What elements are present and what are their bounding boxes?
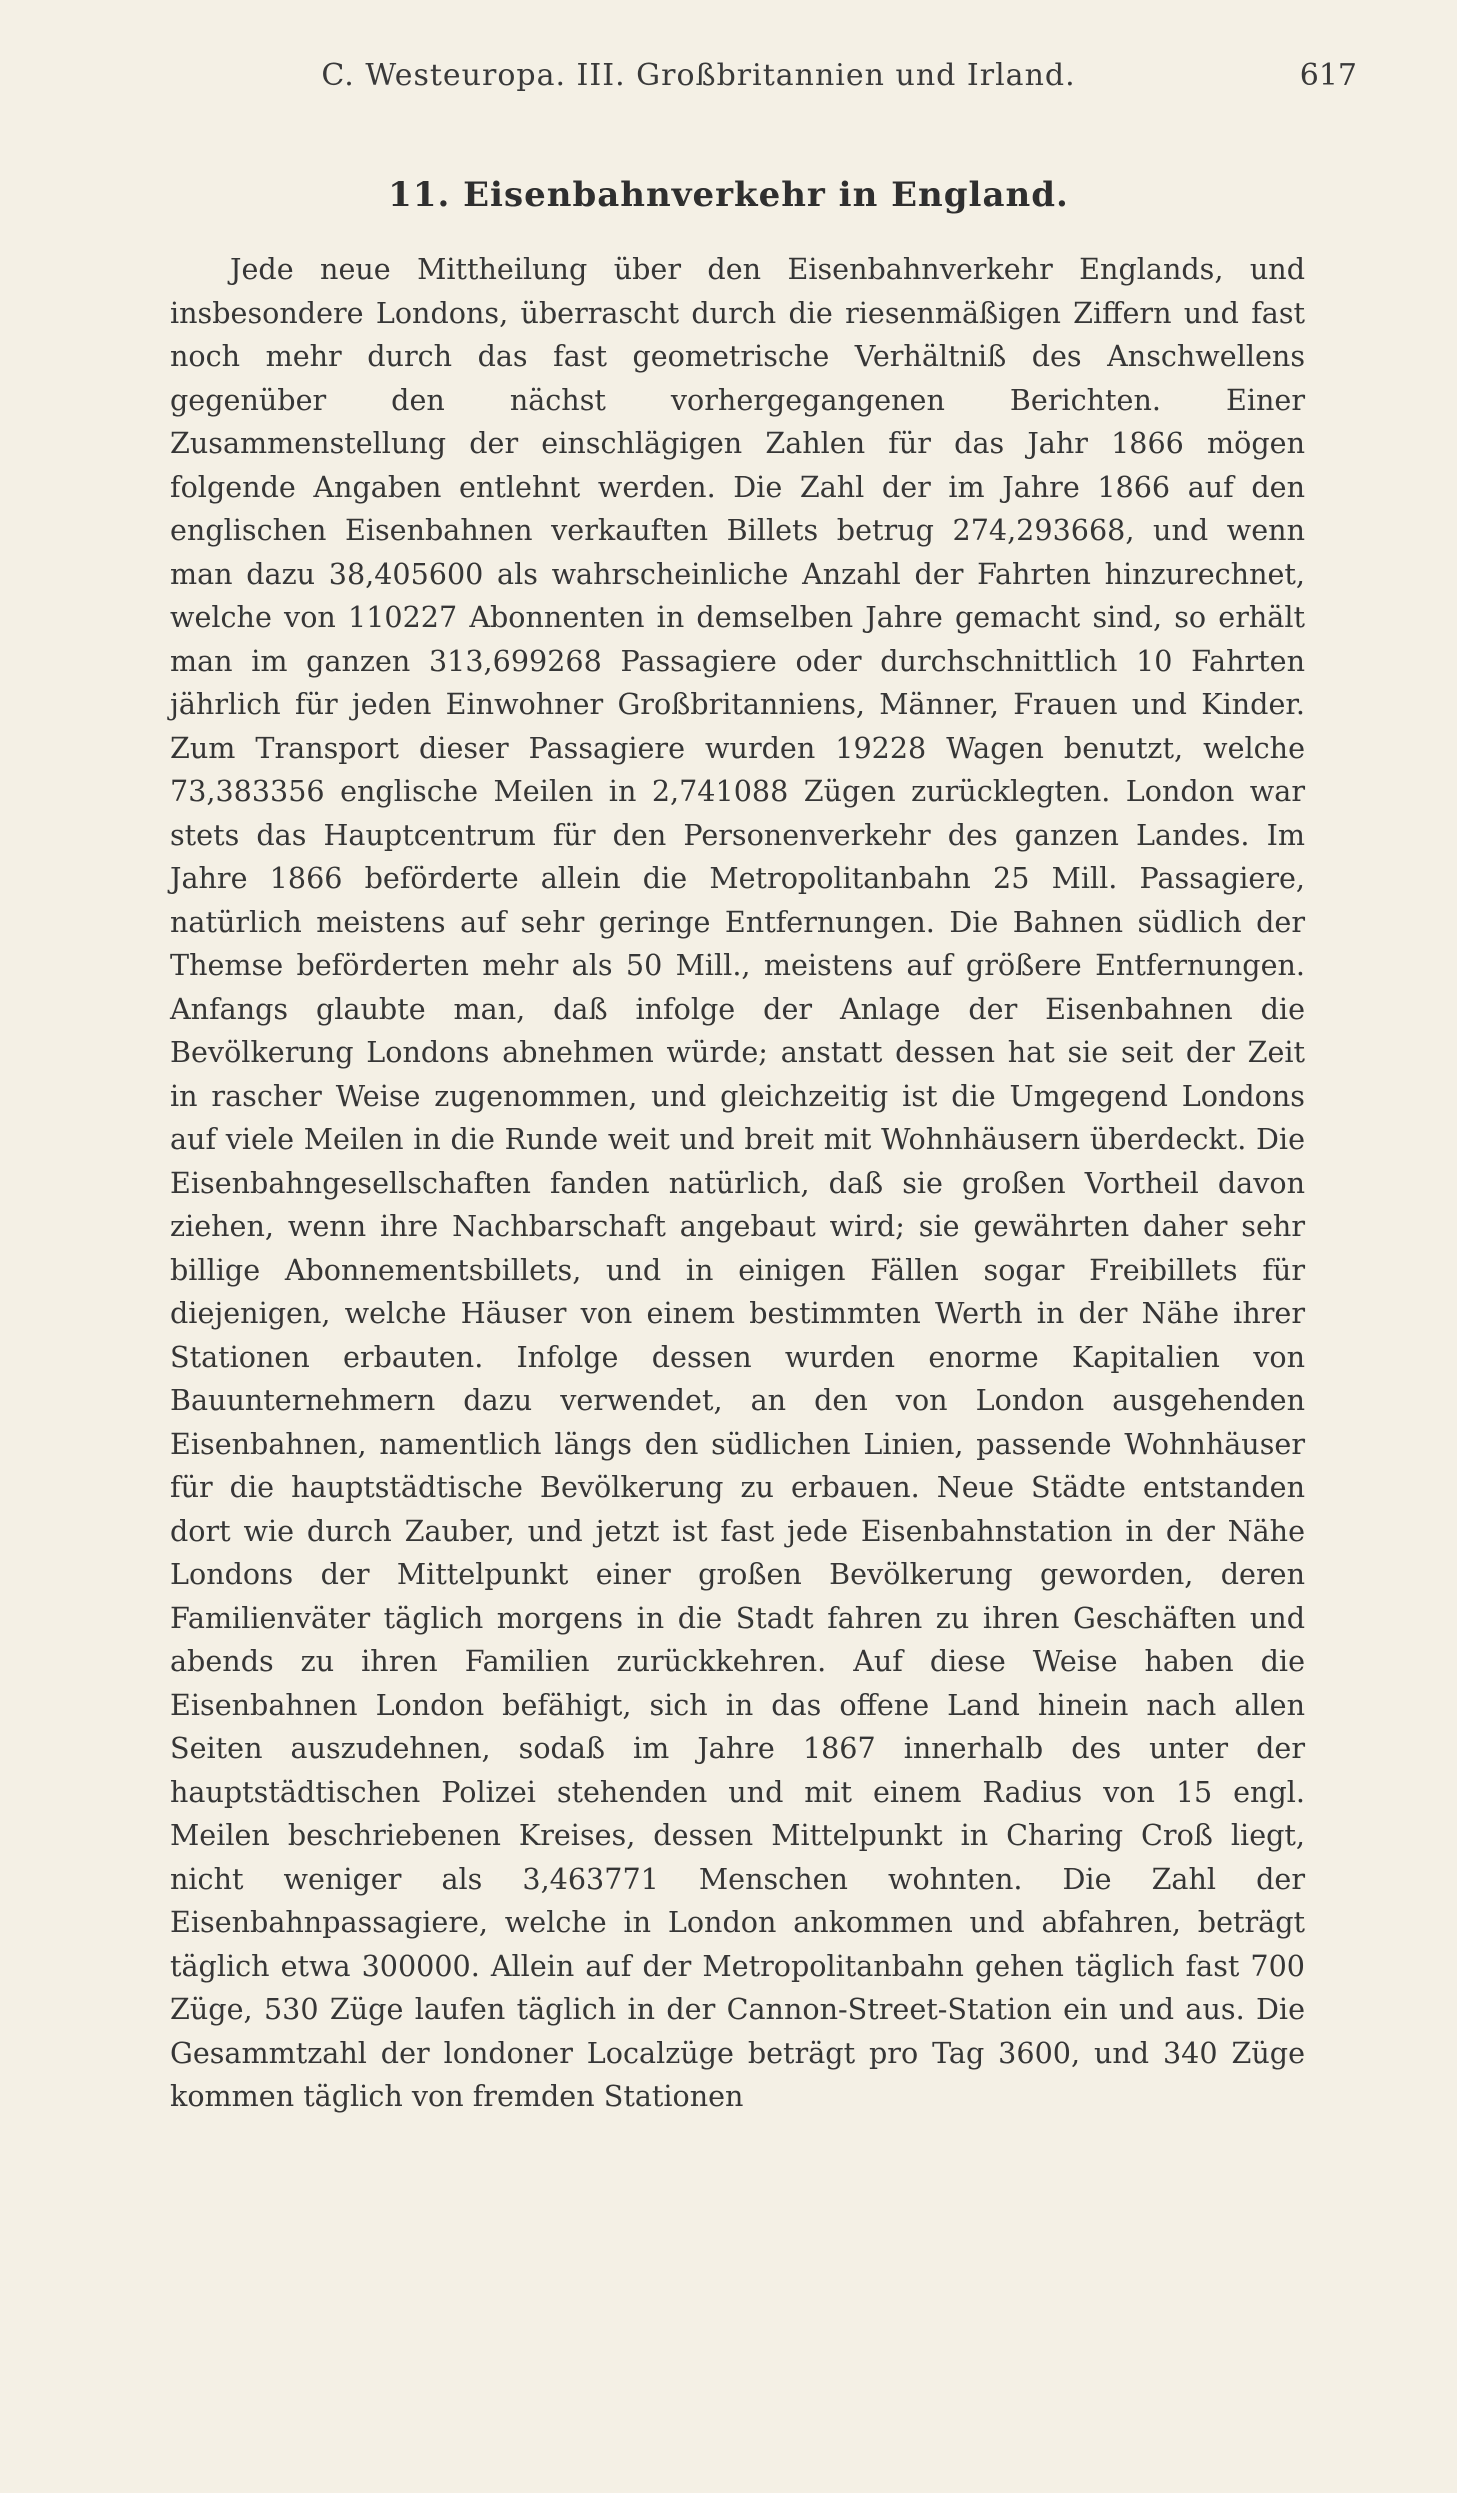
page-header bbox=[160, 50, 1357, 110]
running-title: C. Westeuropa. III. Großbritannien und Irland. bbox=[321, 58, 1076, 93]
section-title: 11. Eisenbahnverkehr in England. bbox=[388, 175, 1069, 215]
page-number: 617 bbox=[1299, 58, 1357, 93]
body-paragraph: Jede neue Mittheilung über den Eisenbahnverkehr Englands, und insbesondere Londons, überrascht durch die riesenmäßigen Ziffern und fast noch mehr durch das fast geometrische Verhältniß des Anschwellens gegenüber den nächst vorhergegangenen Berichten. Einer Zusammenstellung der einschlägigen Zahlen für das Jahr 1866 mögen folgende Angaben entlehnt werden. Die Zahl der im Jahre 1866 auf den englischen Eisenbahnen verkauften Billets betrug 274,293668, und wenn man dazu 38,405600 als wahrscheinliche Anzahl der Fahrten hinzurechnet, welche von 110227 Abonnenten in demselben Jahre gemacht sind, so erhält man im ganzen 313,699268 Passagiere oder durchschnittlich 10 Fahrten jährlich für jeden Einwohner Großbritanniens, Männer, Frauen und Kinder. Zum Transport dieser Passagiere wurden 19228 Wagen benutzt, welche 73,383356 englische Meilen in 2,741088 Zügen zurücklegten. London war stets das Hauptcentrum für den Personenverkehr des ganzen Landes. Im Jahre 1866 beförderte allein die Metropolitanbahn 25 Mill. Passagiere, natürlich meistens auf sehr geringe Entfernungen. Die Bahnen südlich der Themse beförderten mehr als 50 Mill., meistens auf größere Entfernungen. Anfangs glaubte man, daß infolge der Anlage der Eisenbahnen die Bevölkerung Londons abnehmen würde; anstatt dessen hat sie seit der Zeit in rascher Weise zugenommen, und gleichzeitig ist die Umgegend Londons auf viele Meilen in die Runde weit und breit mit Wohnhäusern überdeckt. Die Eisenbahngesellschaften fanden natürlich, daß sie großen Vortheil davon ziehen, wenn ihre Nachbarschaft angebaut wird; sie gewährten daher sehr billige Abonnementsbillets, und in einigen Fällen sogar Freibillets für diejenigen, welche Häuser von einem bestimmten Werth in der Nähe ihrer Stationen erbauten. Infolge dessen wurden enorme Kapitalien von Bauunternehmern dazu verwendet, an den von London ausgehenden Eisenbahnen, namentlich längs den südlichen Linien, passende Wohnhäuser für die hauptstädtische Bevölkerung zu erbauen. Neue Städte entstanden dort wie durch Zauber, und jetzt ist fast jede Eisenbahnstation in der Nähe Londons der Mittelpunkt einer großen Bevölkerung geworden, deren Familienväter täglich morgens in die Stadt fahren zu ihren Geschäften und abends zu ihren Familien zurückkehren. Auf diese Weise haben die Eisenbahnen London befähigt, sich in das offene Land hinein nach allen Seiten auszudehnen, sodaß im Jahre 1867 innerhalb des unter der hauptstädtischen Polizei stehenden und mit einem Radius von 15 engl. Meilen beschriebenen Kreises, dessen Mittelpunkt in Charing Croß liegt, nicht weniger als 3,463771 Menschen wohnten. Die Zahl der Eisenbahnpassagiere, welche in London ankommen und abfahren, beträgt täglich etwa 300000. Allein auf der Metropolitanbahn gehen täglich fast 700 Züge, 530 Züge laufen täglich in der Cannon-Street-Station ein und aus. Die Gesammtzahl der londoner Localzüge beträgt pro Tag 3600, und 340 Züge kommen täglich von fremden Stationen bbox=[170, 252, 1305, 2113]
